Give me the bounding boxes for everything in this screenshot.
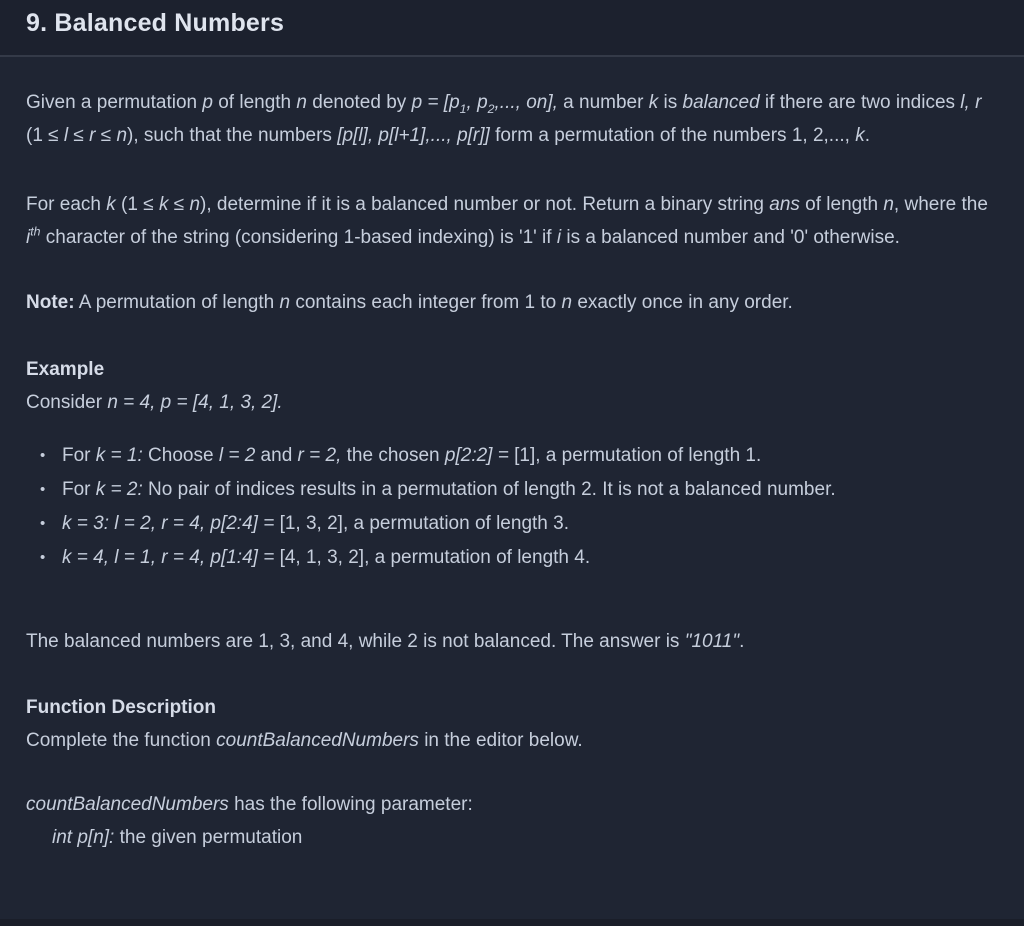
example-heading: Example <box>26 359 105 380</box>
function-description-heading: Function Description <box>26 697 216 718</box>
problem-header <box>0 0 1024 55</box>
header-divider <box>0 55 1024 57</box>
paragraph-task: For each k (1 ≤ k ≤ n), determine if it is a balanced number or not. Return a binary string ans of length n, where the $i^{th}$ character of the string (considering 1-based indexing) is '1' if i is a balanced number and '0' otherwise. <box>26 194 988 248</box>
example-list-item-k4: • k = 4, l = 1, r = 4, p[1:4] = [4, 1, 3, 2], a permutation of length 4. <box>40 541 994 575</box>
paragraph-definition: Given a permutation p of length n denoted by $p = [p_1$, $p_2$,..., on], a number k is balanced if there are two indices l, r (1 ≤ l ≤ r ≤ n), such that the numbers [p[l], p[l+1],..., p[r]] form a permutation of the numbers 1, 2,..., k. <box>26 92 982 146</box>
page-title: 9. Balanced Numbers <box>26 9 285 37</box>
example-list-item-k3: • k = 3: l = 2, r = 4, p[2:4] = [1, 3, 2], a permutation of length 3. <box>40 507 994 541</box>
example-list <box>26 439 994 575</box>
paragraph-complete-function: Complete the function countBalancedNumbers in the editor below. <box>26 730 583 751</box>
example-list-item-k1: • For k = 1: Choose l = 2 and r = 2, the chosen p[2:2] = [1], a permutation of length 1. <box>40 439 994 473</box>
bottom-edge <box>0 919 1024 926</box>
example-intro: Consider n = 4, p = [4, 1, 3, 2]. <box>26 392 283 413</box>
paragraph-parameter: int p[n]: the given permutation <box>52 827 303 848</box>
paragraph-answer: The balanced numbers are 1, 3, and 4, while 2 is not balanced. The answer is "1011". <box>26 631 745 652</box>
paragraph-note: Note: A permutation of length n contains each integer from 1 to n exactly once in any order. <box>26 292 793 313</box>
paragraph-parameter-intro: countBalancedNumbers has the following parameter: <box>26 794 473 815</box>
problem-body <box>0 86 1024 854</box>
example-list-item-k2: • For k = 2: No pair of indices results in a permutation of length 2. It is not a balanced number. <box>40 473 994 507</box>
